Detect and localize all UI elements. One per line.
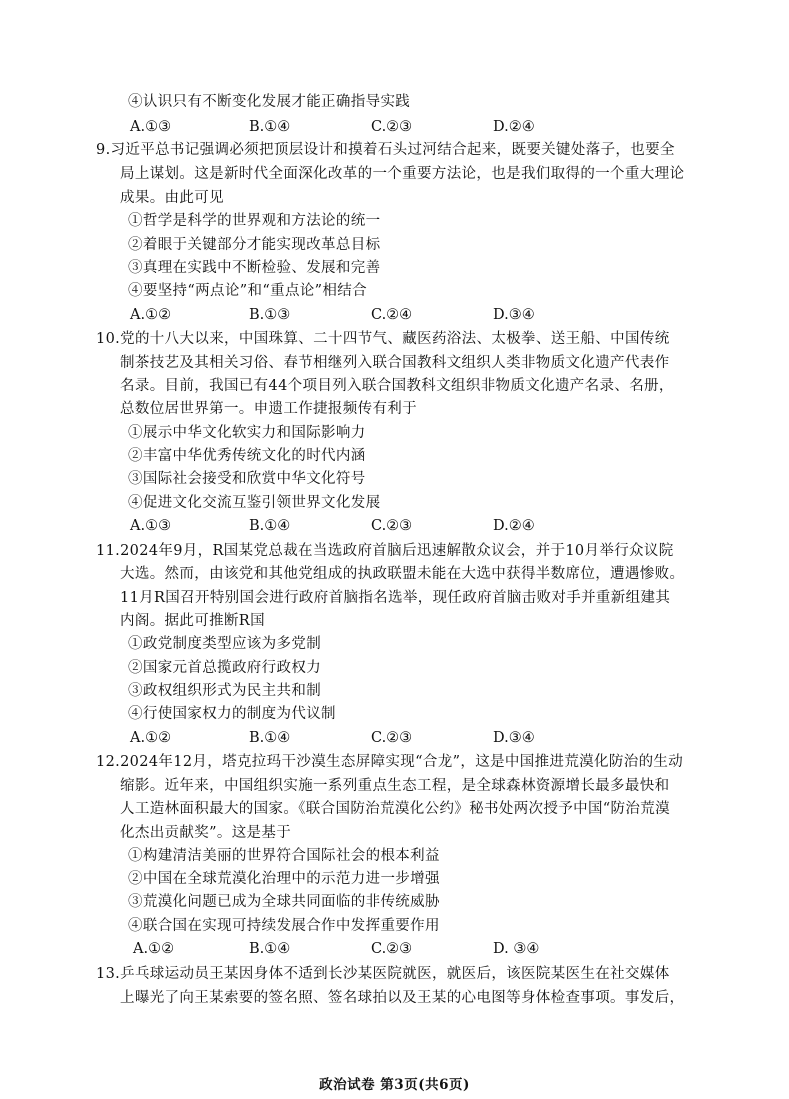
option-c: C.②③: [371, 941, 413, 957]
question-12-line: 12.2024年12月，塔克拉玛干沙漠生态屏障实现“合龙”，这是中国推进荒漠化防治的生动: [96, 754, 684, 770]
option-b: B.①④: [249, 941, 291, 957]
option-d: D. ③④: [493, 941, 540, 957]
statement-4: ④联合国在实现可持续发展合作中发挥重要作用: [128, 918, 440, 934]
text-line: ④认识只有不断变化发展才能正确指导实践: [128, 94, 411, 110]
statement-4: ④促进文化交流互鉴引领世界文化发展: [128, 495, 381, 511]
option-d: D.③④: [493, 730, 535, 746]
option-b: B.①④: [249, 730, 291, 746]
option-a: A.①③: [130, 119, 172, 135]
statement-3: ③荒漠化问题已成为全球共同面临的非传统威胁: [128, 894, 440, 910]
option-c: C.②③: [371, 518, 413, 534]
statement-2: ②丰富中华优秀传统文化的时代内涵: [128, 448, 366, 464]
text-line: 大选。然而，由该党和其他党组成的执政联盟未能在大选中获得半数席位，遭遇惨败。: [120, 566, 685, 582]
statement-3: ③政权组织形式为民主共和制: [128, 683, 322, 699]
text-line: 人工造林面积最大的国家。《联合国防治荒漠化公约》秘书处两次授予中国“防治荒漠: [120, 801, 670, 817]
option-c: C.②④: [371, 307, 413, 323]
statement-2: ②中国在全球荒漠化治理中的示范力进一步增强: [128, 871, 440, 887]
statement-1: ①构建清洁美丽的世界符合国际社会的根本利益: [128, 848, 440, 864]
text-line: 成果。由此可见: [120, 190, 224, 206]
option-d: D.②④: [493, 119, 535, 135]
statement-4: ④行使国家权力的制度为代议制: [128, 706, 336, 722]
statement-2: ②着眼于关键部分才能实现改革总目标: [128, 237, 381, 253]
statement-1: ①哲学是科学的世界观和方法论的统一: [128, 213, 381, 229]
text-line: 上曝光了向王某索要的签名照、签名球拍以及王某的心电图等身体检查事项。事发后，: [120, 990, 685, 1006]
option-b: B.①③: [249, 307, 291, 323]
text-line: 名录。目前，我国已有44个项目列入联合国教科文组织非物质文化遗产名录、名册，: [120, 378, 674, 394]
option-b: B.①④: [249, 119, 291, 135]
option-d: D.③④: [493, 307, 535, 323]
text-line: 化杰出贡献奖”。这是基于: [120, 825, 292, 841]
option-a: A.①②: [133, 941, 175, 957]
option-c: C.②③: [371, 730, 413, 746]
text-line: 总数位居世界第一。申遗工作捷报频传有利于: [120, 401, 417, 417]
question-9-line: 9.习近平总书记强调必须把顶层设计和摸着石头过河结合起来，既要关键处落子，也要全: [96, 142, 675, 158]
question-13-line: 13.乒乓球运动员王某因身体不适到长沙某医院就医，就医后，该医院某医生在社交媒体: [96, 966, 670, 982]
option-a: A.①③: [130, 518, 172, 534]
statement-3: ③真理在实践中不断检验、发展和完善: [128, 260, 381, 276]
statement-1: ①政党制度类型应该为多党制: [128, 636, 322, 652]
text-line: 局上谋划。这是新时代全面深化改革的一个重要方法论，也是我们取得的一个重大理论: [120, 166, 685, 182]
option-a: A.①②: [130, 730, 172, 746]
option-a: A.①②: [130, 307, 172, 323]
question-11-line: 11.2024年9月，R国某党总裁在当选政府首脑后迅速解散众议会，并于10月举行众议院: [96, 543, 674, 559]
option-c: C.②③: [371, 119, 413, 135]
page-footer: 政治试卷 第3页(共6页): [319, 1077, 470, 1093]
option-d: D.②④: [493, 518, 535, 534]
statement-2: ②国家元首总揽政府行政权力: [128, 660, 322, 676]
statement-4: ④要坚持“两点论”和“重点论”相结合: [128, 283, 367, 299]
question-10-line: 10.党的十八大以来，中国珠算、二十四节气、藏医药浴法、太极拳、送王船、中国传统: [96, 331, 670, 347]
text-line: 制茶技艺及其相关习俗、春节相继列入联合国教科文组织人类非物质文化遗产代表作: [120, 355, 670, 371]
text-line: 11月R国召开特别国会进行政府首脑指名选举，现任政府首脑击败对手并重新组建其: [120, 590, 671, 606]
statement-3: ③国际社会接受和欣赏中华文化符号: [128, 471, 366, 487]
option-b: B.①④: [249, 518, 291, 534]
text-line: 内阁。据此可推断R国: [120, 613, 265, 629]
text-line: 缩影。近年来，中国组织实施一系列重点生态工程，是全球森林资源增长最多最快和: [120, 778, 670, 794]
statement-1: ①展示中华文化软实力和国际影响力: [128, 425, 366, 441]
